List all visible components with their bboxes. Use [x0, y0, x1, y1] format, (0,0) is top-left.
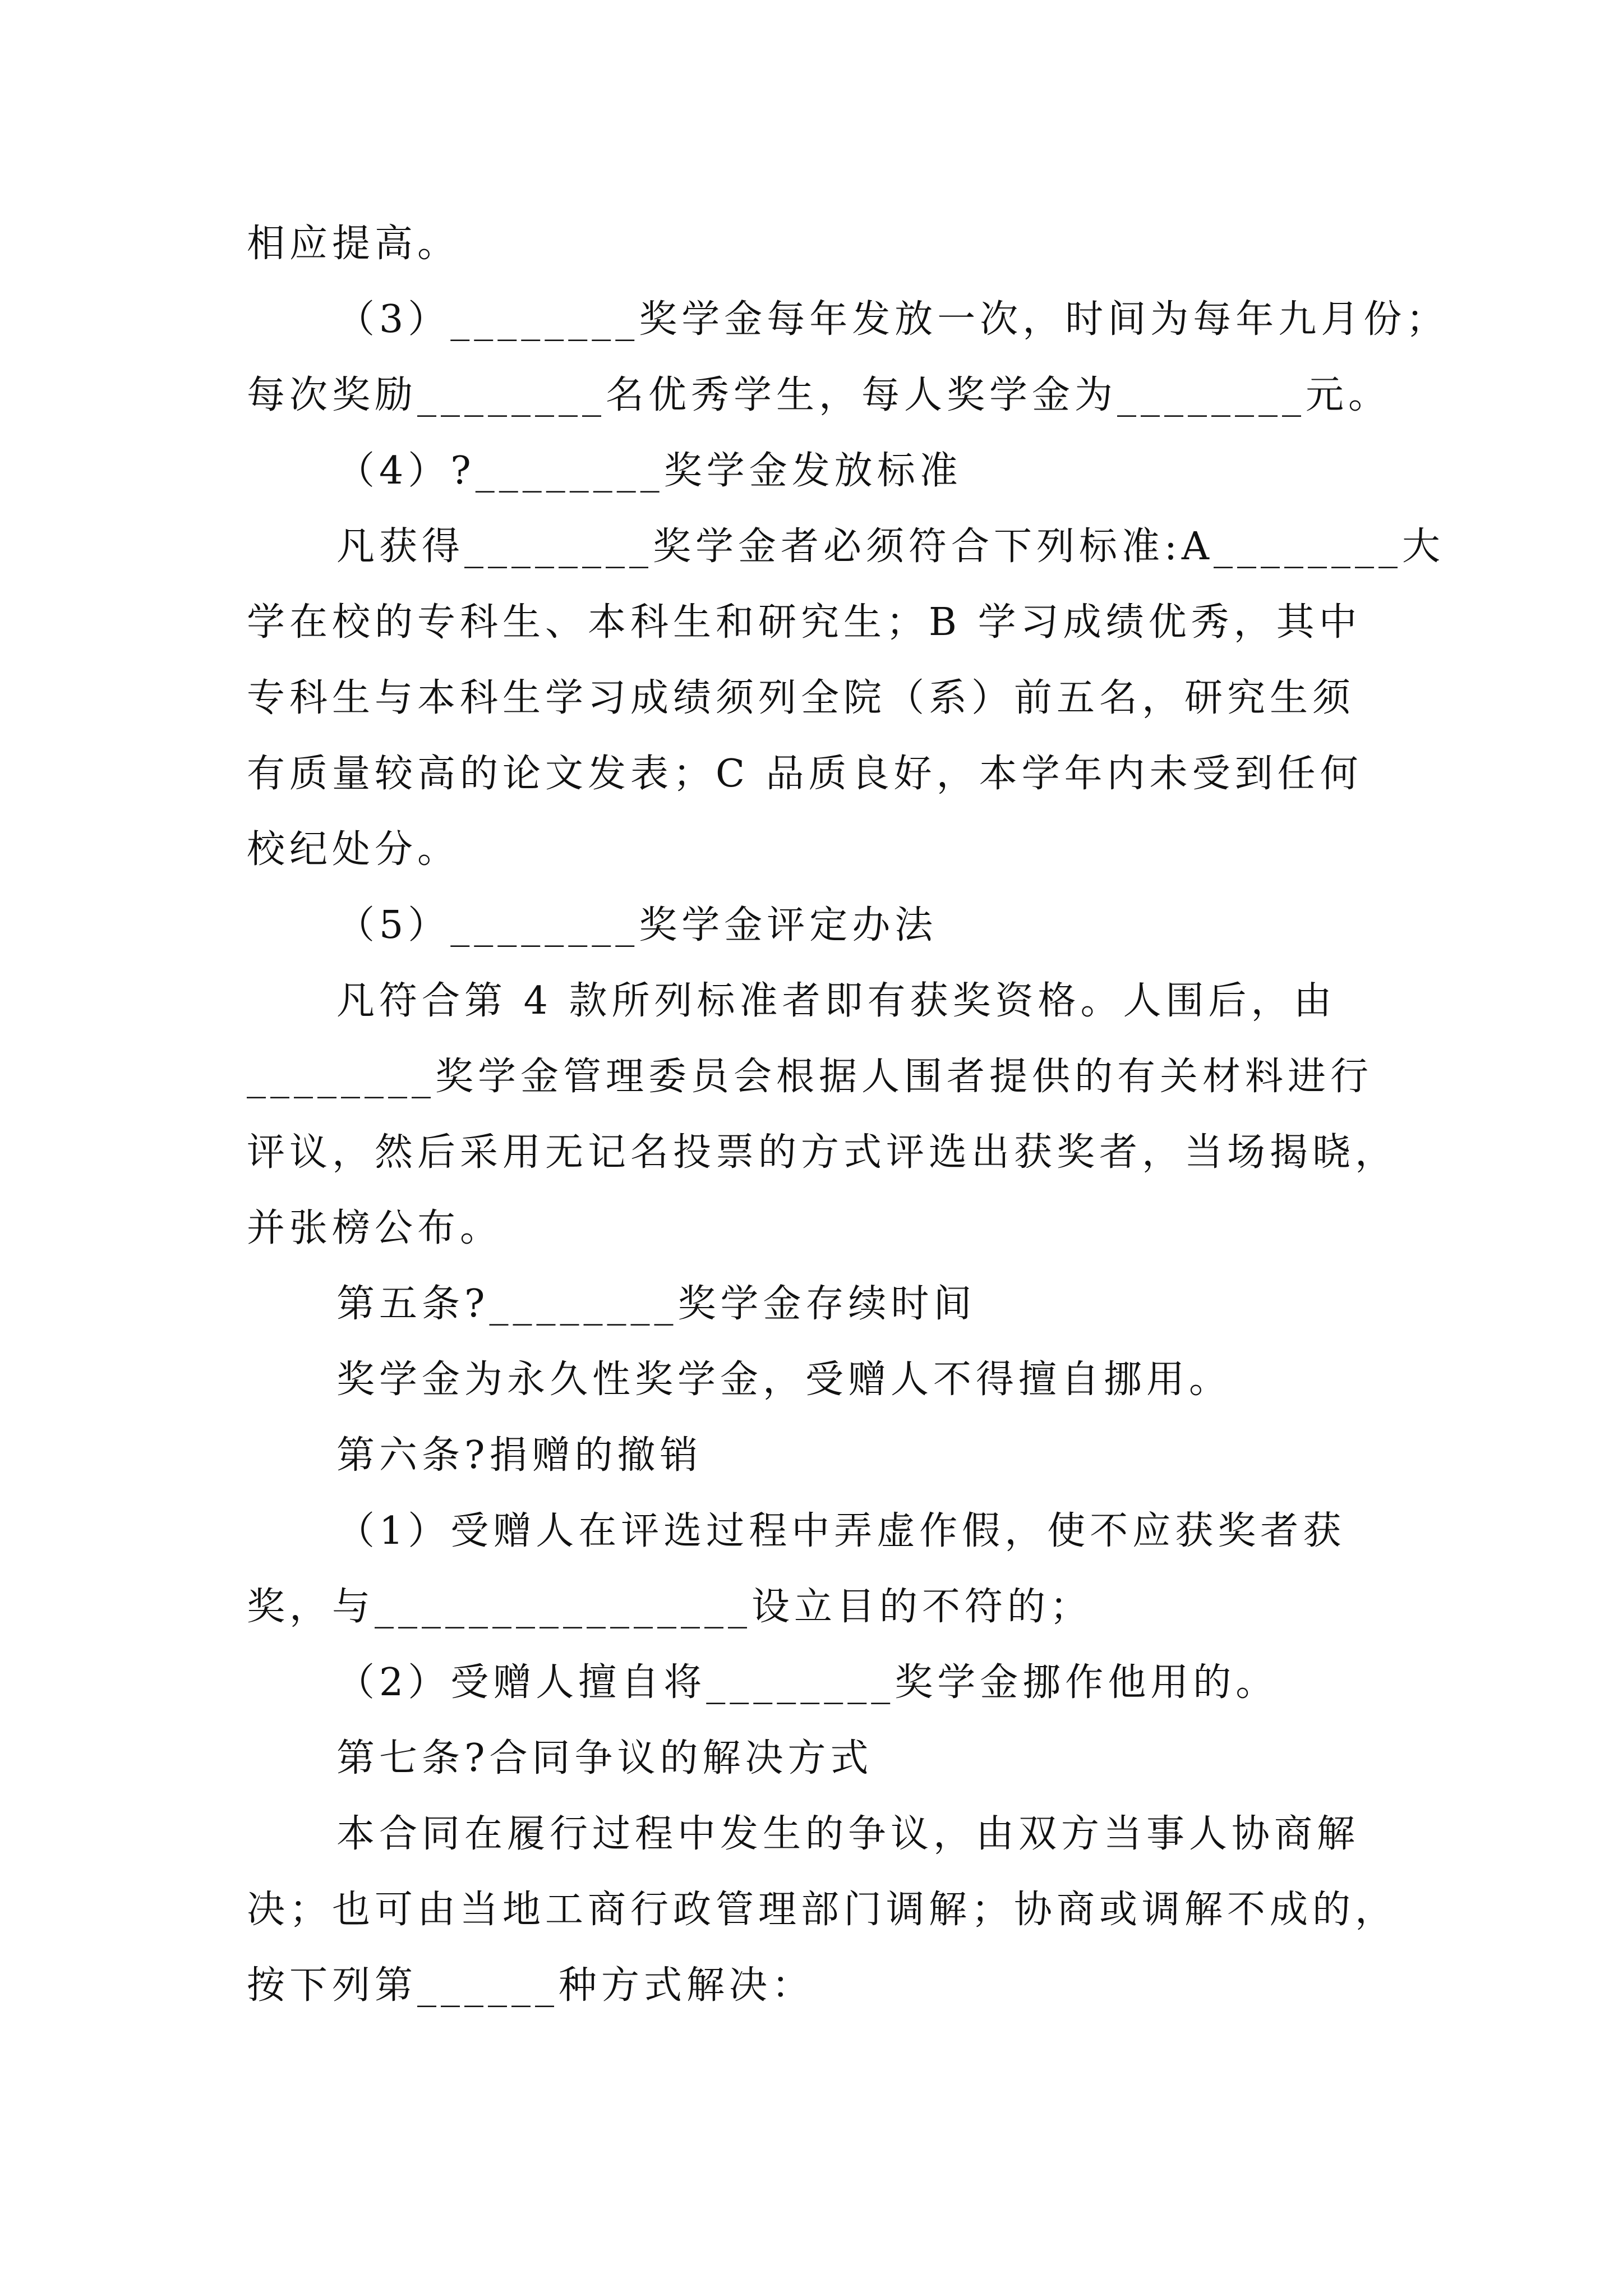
paragraph-line: 奖，与________________设立目的不符的； [247, 1585, 1093, 1629]
paragraph-line: 校纪处分。 [247, 827, 460, 872]
paragraph-line: （3）________奖学金每年发放一次，时间为每年九月份； [336, 297, 1449, 342]
paragraph-line: 第五条?________奖学金存续时间 [336, 1282, 976, 1326]
paragraph-line: 并张榜公布。 [247, 1206, 503, 1250]
paragraph-line: 相应提高。 [247, 222, 460, 266]
paragraph-line: （1）受赠人在评选过程中弄虚作假，使不应获奖者获 [336, 1509, 1346, 1553]
paragraph-line: 第六条?捐赠的撤销 [336, 1433, 703, 1478]
paragraph-line: 决；也可由当地工商行政管理部门调解；协商或调解不成的， [247, 1888, 1398, 1932]
paragraph-line: 专科生与本科生学习成绩须列全院（系）前五名，研究生须 [247, 676, 1355, 720]
paragraph-line: 第七条?合同争议的解决方式 [336, 1736, 873, 1780]
paragraph-line: 凡获得________奖学金者必须符合下列标准:A________大 [336, 524, 1445, 569]
paragraph-line: 本合同在履行过程中发生的争议，由双方当事人协商解 [336, 1812, 1360, 1856]
paragraph-line: （5）________奖学金评定办法 [336, 903, 938, 947]
paragraph-line: 学在校的专科生、本科生和研究生；B 学习成绩优秀，其中 [247, 600, 1362, 645]
paragraph-line: 评议，然后采用无记名投票的方式评选出获奖者，当场揭晓， [247, 1130, 1398, 1175]
paragraph-line: 凡符合第 4 款所列标准者即有获奖资格。人围后，由 [336, 979, 1336, 1023]
paragraph-line: 每次奖励________名优秀学生，每人奖学金为________元。 [247, 373, 1391, 417]
paragraph-line: （2）受赠人擅自将________奖学金挪作他用的。 [336, 1660, 1279, 1705]
paragraph-line: 有质量较高的论文发表；C 品质良好，本学年内未受到任何 [247, 752, 1363, 796]
paragraph-line: （4）?________奖学金发放标准 [336, 449, 962, 493]
paragraph-line: ________奖学金管理委员会根据人围者提供的有关材料进行 [247, 1055, 1373, 1099]
paragraph-line: 奖学金为永久性奖学金，受赠人不得擅自挪用。 [336, 1358, 1232, 1402]
paragraph-line: 按下列第______种方式解决： [247, 1963, 815, 2008]
